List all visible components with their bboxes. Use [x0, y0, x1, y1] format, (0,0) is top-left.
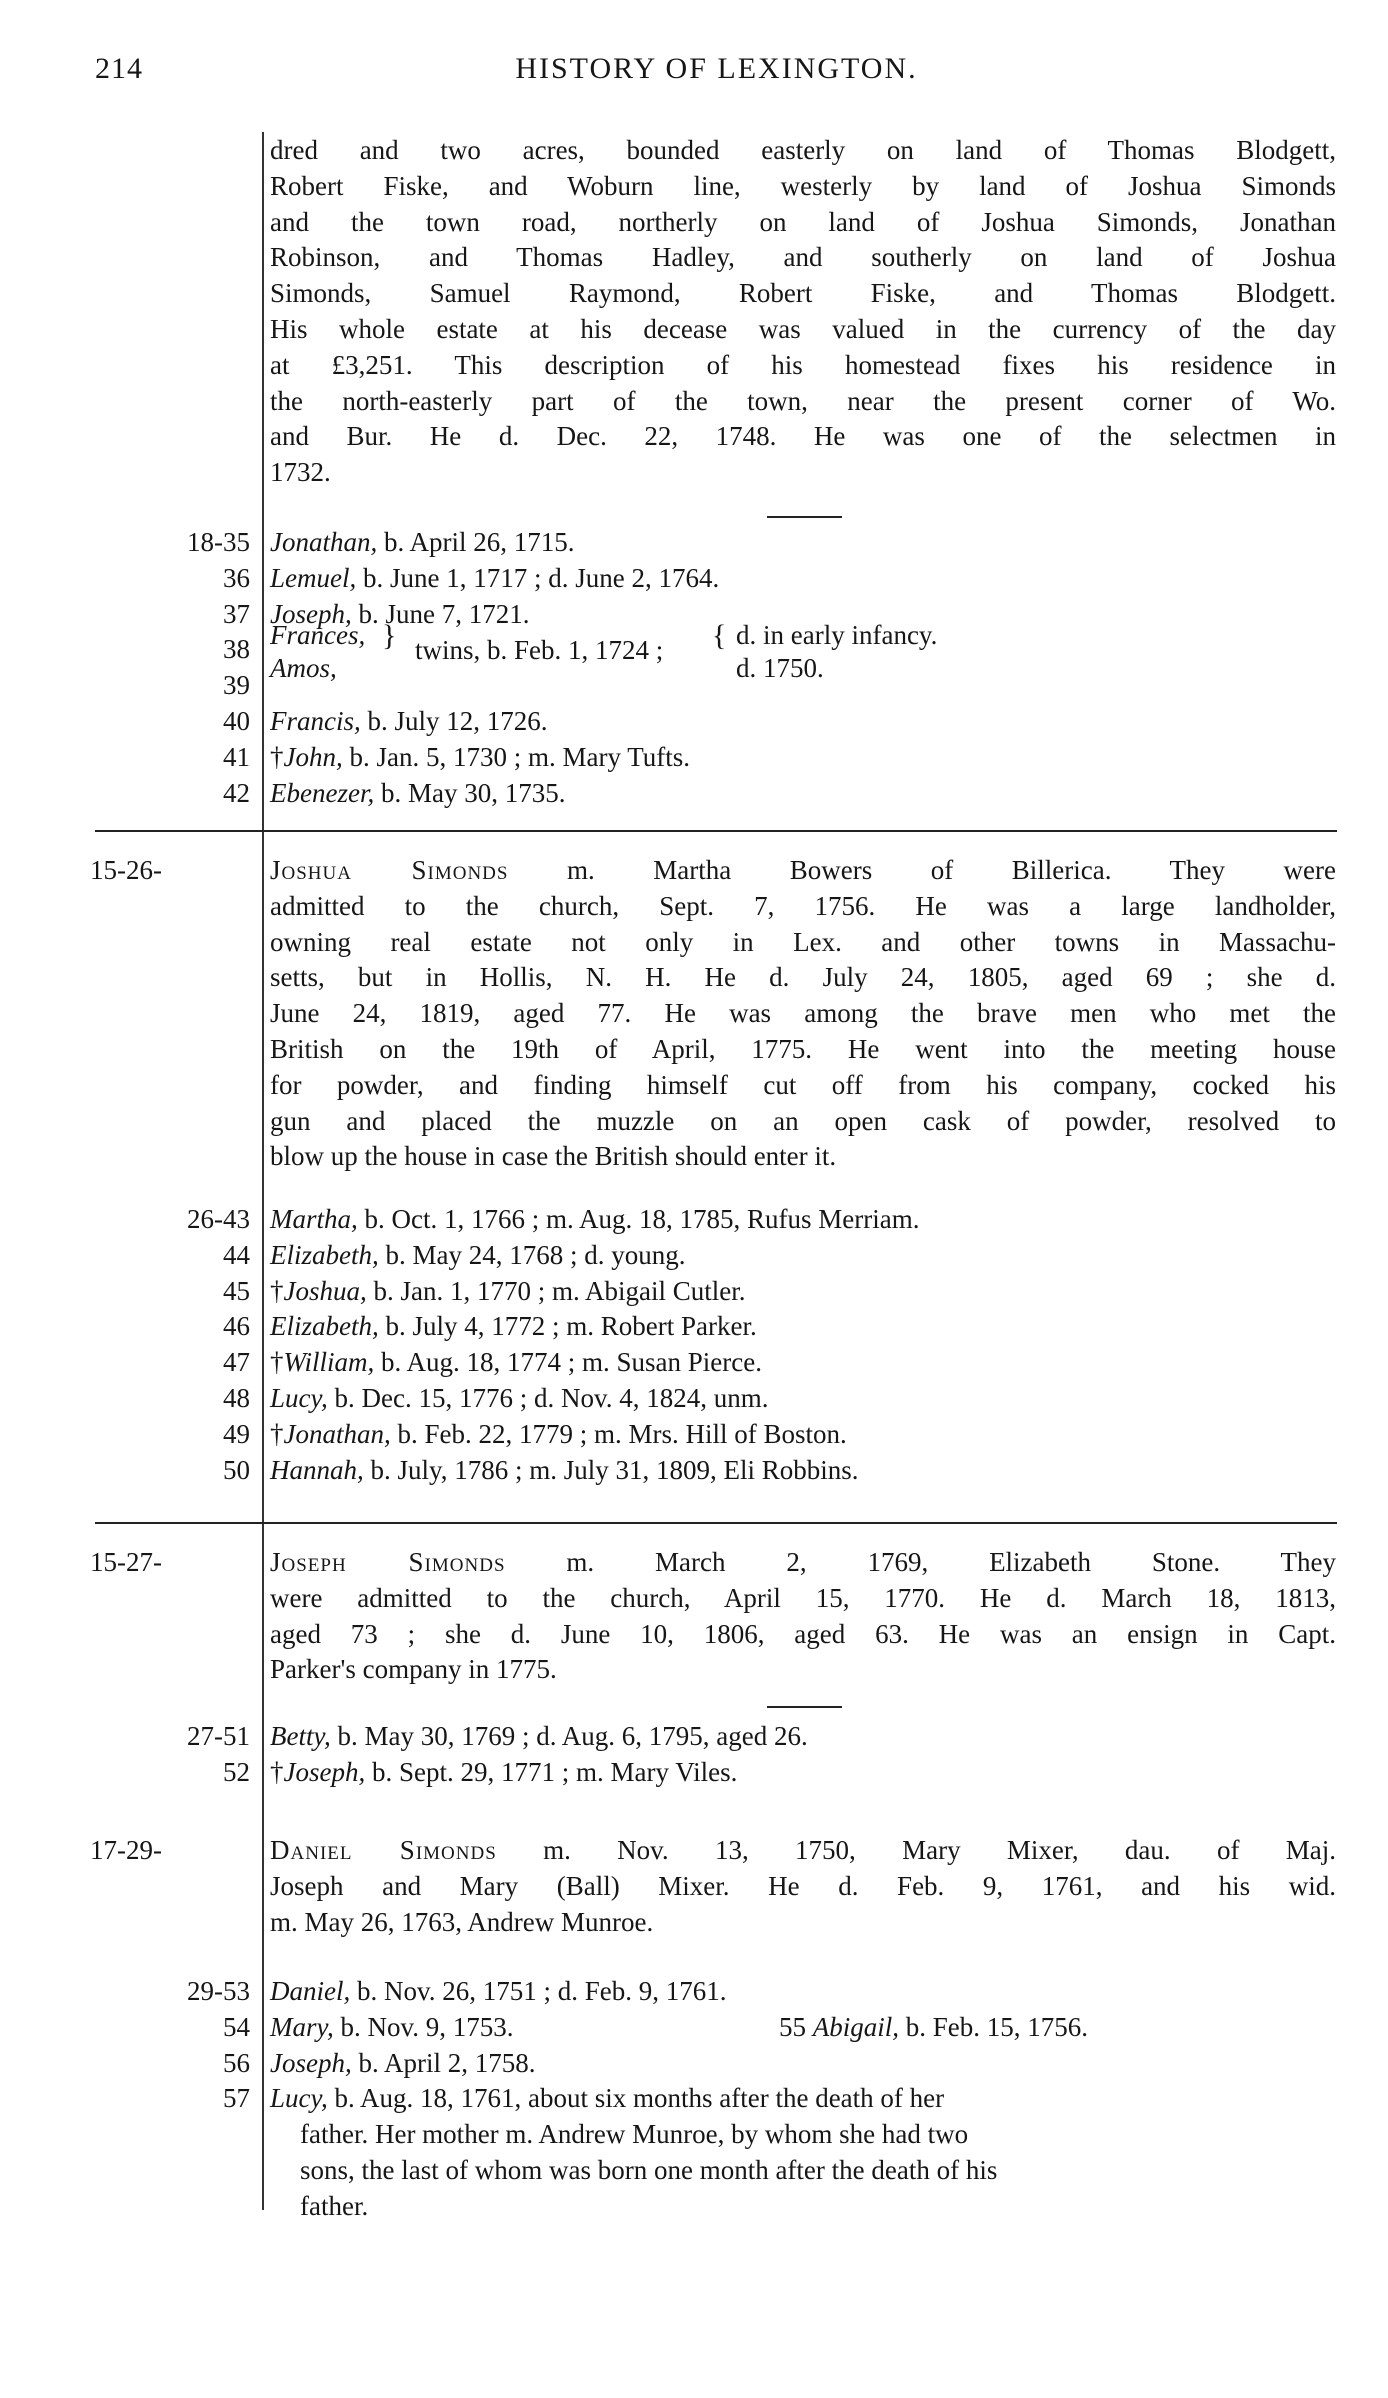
child-entry: [270, 1755, 1336, 1791]
text-fragment: m. Martha Bowers of Billerica. They were: [508, 855, 1336, 885]
child-details: b. May 30, 1769 ; d. Aug. 6, 1795, aged 26.: [330, 1721, 808, 1751]
entry-number: 18-35: [187, 527, 250, 557]
entry-number: 45: [223, 1275, 250, 1306]
child-name: William,: [283, 1347, 375, 1378]
text-fragment: m. March 2, 1769, Elizabeth Stone. They: [505, 1547, 1336, 1577]
entry-number: 49: [223, 1418, 250, 1449]
child-entry: [270, 1309, 1336, 1345]
child-entry: [270, 2046, 1336, 2082]
child-name: Abigail,: [812, 2011, 899, 2042]
child-name: Frances,: [270, 620, 366, 650]
family3-children: [270, 1719, 1336, 1791]
entry-number: 17-29-: [90, 1835, 162, 1865]
family4-children: [270, 1974, 1336, 2225]
column-rule: [262, 132, 264, 2210]
child-details: b. Jan. 5, 1730 ; m. Mary Tufts.: [342, 741, 691, 772]
child-details: b. July 4, 1772 ; m. Robert Parker.: [378, 1311, 757, 1342]
child-name: Jonathan,: [283, 1418, 391, 1449]
child-entry: [270, 561, 1336, 597]
child-details: b. Aug. 18, 1774 ; m. Susan Pierce.: [374, 1347, 762, 1378]
text-line: Joseph and Mary (Ball) Mixer. He d. Feb. 9, 1761, and his wid.: [270, 1870, 1336, 1901]
child-entry: [270, 1974, 1336, 2010]
text-line: and Bur. He d. Dec. 22, 1748. He was one of the selectmen in: [270, 421, 1336, 452]
text-line: the north-easterly part of the town, near the present corner of Wo.: [270, 385, 1336, 416]
child-name: Lucy,: [270, 1382, 328, 1413]
daniel-paragraph: [270, 1833, 1336, 1940]
child-entry: [270, 1345, 1336, 1381]
running-title: HISTORY OF LEXINGTON.: [515, 52, 918, 85]
person-name: Daniel Simonds: [270, 1835, 497, 1865]
child-entry: [270, 1274, 1336, 1310]
child-name: Jonathan,: [270, 527, 378, 557]
child-name: Martha,: [270, 1204, 358, 1234]
dagger-mark: †: [270, 1275, 284, 1306]
entry-number: 52: [223, 1756, 250, 1787]
family3-numbers: [90, 1719, 250, 1791]
entry-number: 50: [223, 1454, 250, 1485]
child-details: b. Aug. 18, 1761, about six months after the death of her: [327, 2083, 945, 2114]
child-entry: [270, 1453, 1336, 1489]
child-name: Betty,: [270, 1721, 331, 1751]
child-name: Francis,: [270, 706, 361, 736]
text-line: m. May 26, 1763, Andrew Munroe.: [270, 1906, 654, 1937]
child-details: b. June 7, 1721.: [351, 598, 530, 629]
entry-number: 48: [223, 1382, 250, 1413]
text-line: Simonds, Samuel Raymond, Robert Fiske, and Thomas Blodgett.: [270, 278, 1336, 309]
section-rule: [95, 830, 1337, 832]
child-entry: [270, 2010, 1336, 2046]
dagger-mark: †: [270, 741, 284, 772]
child-name: Joseph,: [270, 598, 352, 629]
family2-numbers: [90, 1202, 250, 1488]
entry-number: 27-51: [187, 1721, 250, 1751]
text-line: setts, but in Hollis, N. H. He d. July 24, 1805, aged 69 ; she d.: [270, 962, 1336, 993]
child-name: Lemuel,: [270, 562, 357, 593]
child-name: Joseph,: [283, 1756, 366, 1787]
entry-number: 15-26-: [90, 855, 162, 885]
child-details: b. May 24, 1768 ; d. young.: [378, 1239, 686, 1270]
text-line: sons, the last of whom was born one month after the death of his: [300, 2154, 998, 2185]
child-details: b. April 26, 1715.: [377, 527, 575, 557]
entry-number: 44: [223, 1239, 250, 1270]
twins-birth: twins, b. Feb. 1, 1724 ;: [415, 635, 664, 665]
text-line: at £3,251. This description of his homestead fixes his residence in: [270, 349, 1336, 380]
child-details: b. Sept. 29, 1771 ; m. Mary Viles.: [365, 1756, 738, 1787]
section-rule: [767, 1706, 842, 1708]
child-name: Mary,: [270, 2011, 334, 2042]
text-line: His whole estate at his decease was valued in the currency of the day: [270, 313, 1336, 344]
child-details: b. Nov. 26, 1751 ; d. Feb. 9, 1761.: [350, 1976, 727, 2006]
child-name: Elizabeth,: [270, 1311, 379, 1342]
person-name: Joseph Simonds: [270, 1547, 506, 1577]
text-line: dred and two acres, bounded easterly on land of Thomas Blodgett,: [270, 135, 1336, 165]
family1-numbers: [90, 525, 250, 811]
text-line: [270, 853, 1336, 889]
child-details: d. in early infancy.: [736, 620, 938, 650]
entry-number: 56: [223, 2047, 250, 2078]
child-details: b. May 30, 1735.: [374, 777, 566, 808]
family4-numbers: [90, 1974, 250, 2117]
text-line: [270, 1833, 1336, 1869]
entry-number: 39: [223, 670, 250, 701]
twin-deaths: [736, 619, 937, 685]
section-rule: [767, 516, 842, 518]
child-name: Lucy,: [270, 2083, 328, 2114]
text-line: father. Her mother m. Andrew Munroe, by whom she had two: [300, 2119, 969, 2150]
child-details: b. Feb. 15, 1756.: [899, 2011, 1088, 2042]
text-line: blow up the house in case the British should enter it.: [270, 1141, 837, 1172]
text-line: owning real estate not only in Lex. and other towns in Massachu-: [270, 926, 1336, 957]
dagger-mark: †: [270, 1756, 284, 1787]
text-line: Robert Fiske, and Woburn line, westerly by land of Joshua Simonds: [270, 170, 1336, 201]
page-number: 214: [95, 52, 143, 85]
child-details: b. June 1, 1717 ; d. June 2, 1764.: [356, 562, 720, 593]
text-line: British on the 19th of April, 1775. He went into the meeting house: [270, 1033, 1336, 1064]
entry-number: 47: [223, 1347, 250, 1378]
entry-number: 36: [223, 562, 250, 593]
child-name: Hannah,: [270, 1454, 364, 1485]
inline-entry: [779, 2010, 1088, 2046]
child-details: b. April 2, 1758.: [351, 2047, 536, 2078]
child-details: b. Nov. 9, 1753.: [333, 2011, 514, 2042]
text-fragment: m. Nov. 13, 1750, Mary Mixer, dau. of Maj.: [496, 1835, 1336, 1865]
child-entry: [270, 1202, 1336, 1238]
brace: }: [382, 619, 397, 652]
twins-entry: [270, 619, 1336, 689]
child-name: Daniel,: [270, 1976, 351, 2006]
joshua-paragraph: [270, 853, 1336, 1175]
child-details: b. Feb. 22, 1779 ; m. Mrs. Hill of Boston.: [390, 1418, 847, 1449]
child-name: Amos,: [270, 653, 337, 683]
child-name: Joshua,: [283, 1275, 367, 1306]
child-details: b. July, 1786 ; m. July 31, 1809, Eli Robbins.: [363, 1454, 859, 1485]
child-name: Elizabeth,: [270, 1239, 379, 1270]
child-name: Ebenezer,: [270, 777, 375, 808]
entry-number: 15-27-: [90, 1547, 162, 1577]
entry-number: 29-53: [187, 1976, 250, 2006]
section-rule: [95, 1522, 1337, 1524]
text-line: aged 73 ; she d. June 10, 1806, aged 63. He was an ensign in Capt.: [270, 1618, 1336, 1649]
dagger-mark: †: [270, 1418, 284, 1449]
page-header: [95, 52, 1338, 98]
entry-number: 55: [779, 2011, 806, 2042]
dagger-mark: †: [270, 1347, 284, 1378]
family1-children-a: [270, 525, 1336, 632]
text-line: gun and placed the muzzle on an open cask of powder, resolved to: [270, 1105, 1336, 1136]
child-entry: [270, 525, 1336, 561]
family1-children-b: [270, 704, 1336, 811]
child-entry: [270, 740, 1336, 776]
child-entry: [270, 1381, 1336, 1417]
text-line: were admitted to the church, April 15, 1770. He d. March 18, 1813,: [270, 1582, 1336, 1613]
entry-number: 26-43: [187, 1204, 250, 1234]
text-line: June 24, 1819, aged 77. He was among the brave men who met the: [270, 998, 1336, 1029]
text-line: [270, 1545, 1336, 1581]
child-details: d. 1750.: [736, 653, 824, 683]
entry-number: 40: [223, 705, 250, 736]
child-details: b. Jan. 1, 1770 ; m. Abigail Cutler.: [366, 1275, 746, 1306]
child-entry: [270, 2081, 1336, 2117]
child-entry: [270, 776, 1336, 812]
entry-number: 57: [223, 2083, 250, 2114]
child-entry: [270, 1417, 1336, 1453]
child-entry: [270, 1238, 1336, 1274]
child-entry: [270, 1719, 1336, 1755]
text-line: admitted to the church, Sept. 7, 1756. He was a large landholder,: [270, 890, 1336, 921]
text-line: Robinson, and Thomas Hadley, and southerly on land of Joshua: [270, 242, 1336, 273]
twin-names: [270, 619, 365, 685]
text-line: for powder, and finding himself cut off from his company, cocked his: [270, 1069, 1336, 1100]
entry-number: 46: [223, 1311, 250, 1342]
entry-number: 37: [223, 598, 250, 629]
child-details: b. Dec. 15, 1776 ; d. Nov. 4, 1824, unm.: [327, 1382, 769, 1413]
person-name: Joshua Simonds: [270, 855, 509, 885]
child-name: John,: [283, 741, 343, 772]
text-line: father.: [300, 2190, 369, 2221]
entry-number: 54: [223, 2011, 250, 2042]
child-entry: [270, 704, 1336, 740]
text-line: 1732.: [270, 457, 331, 488]
family2-children: [270, 1202, 1336, 1488]
child-details: b. Oct. 1, 1766 ; m. Aug. 18, 1785, Rufus Merriam.: [357, 1204, 920, 1234]
brace: {: [712, 619, 727, 652]
entry-number: 42: [223, 777, 250, 808]
entry-number: 38: [223, 634, 250, 665]
text-line: and the town road, northerly on land of Joshua Simonds, Jonathan: [270, 206, 1336, 237]
intro-paragraph: [270, 133, 1336, 491]
child-name: Joseph,: [270, 2047, 352, 2078]
joseph-paragraph: [270, 1545, 1336, 1688]
entry-number: 41: [223, 741, 250, 772]
text-line: Parker's company in 1775.: [270, 1654, 557, 1685]
child-details: b. July 12, 1726.: [360, 706, 548, 736]
